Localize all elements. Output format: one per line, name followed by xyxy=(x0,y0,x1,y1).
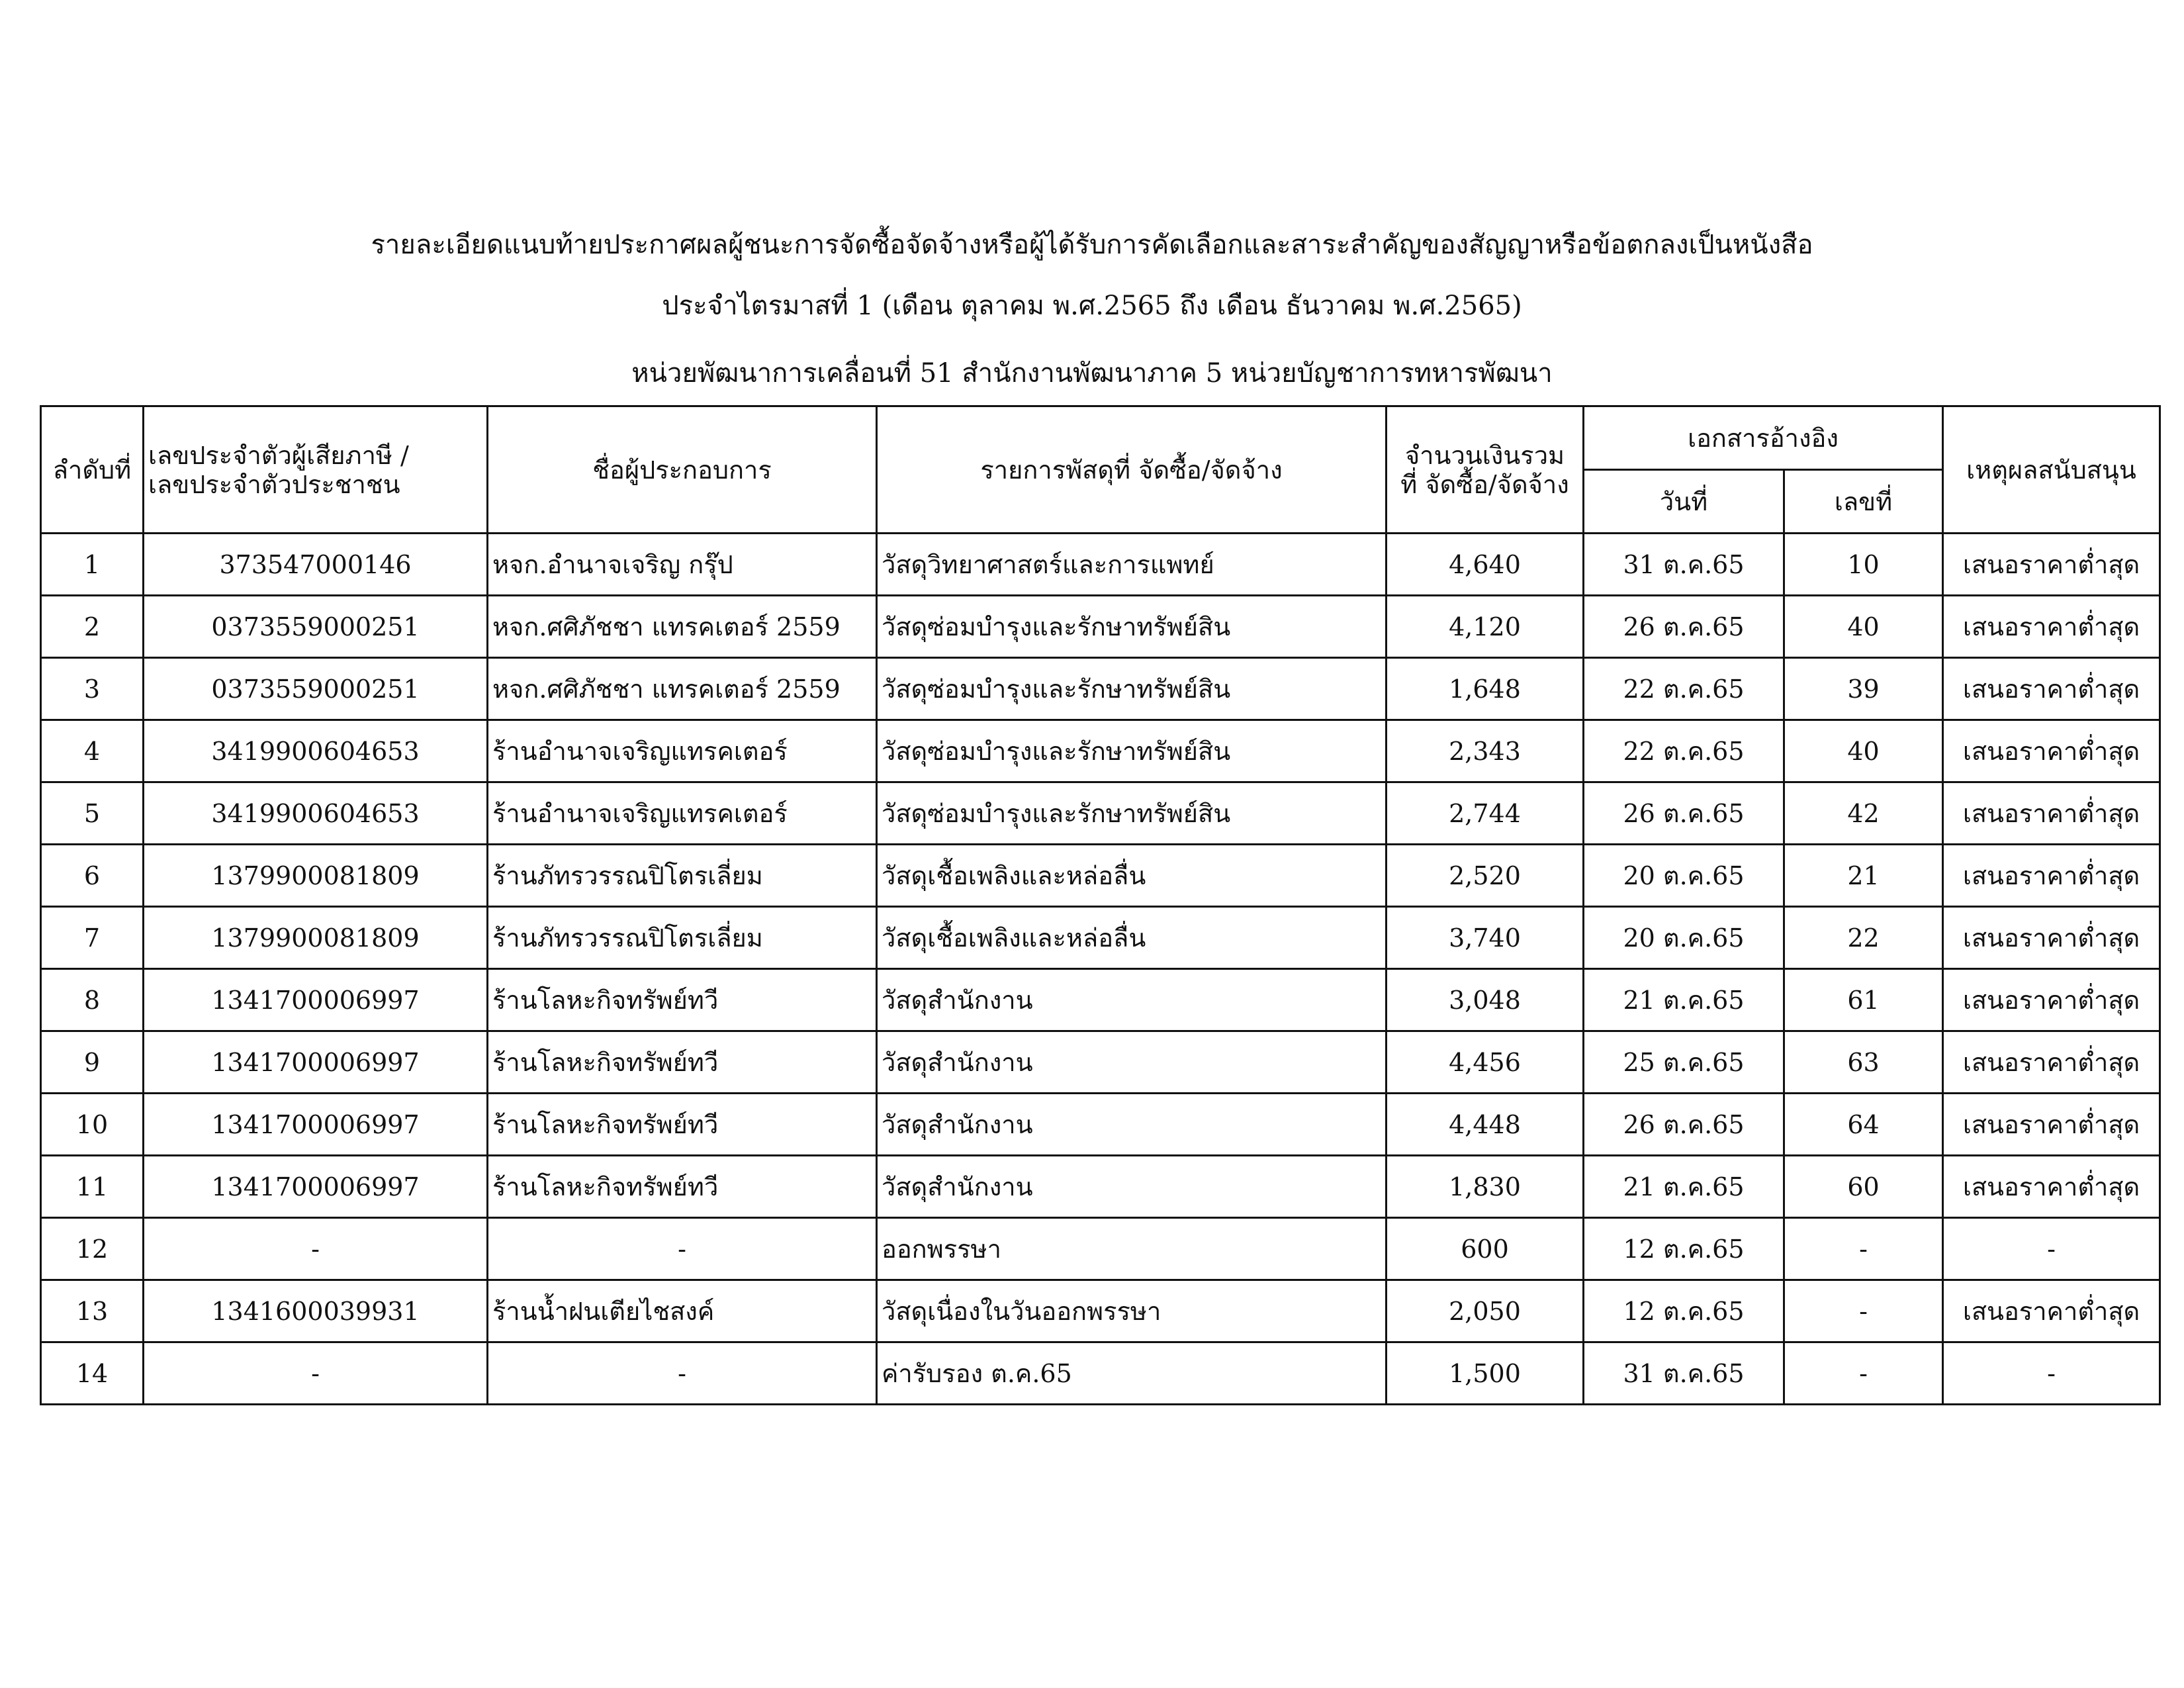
cell-ref-no: 21 xyxy=(1784,845,1943,907)
header-amount xyxy=(1387,406,1584,534)
cell-reason: เสนอราคาต่ำสุด xyxy=(1943,658,2160,720)
table-row xyxy=(41,658,2160,720)
cell-amount: 4,640 xyxy=(1387,534,1584,596)
cell-amount: 2,520 xyxy=(1387,845,1584,907)
cell-ref-no: 40 xyxy=(1784,596,1943,658)
cell-date: 31 ต.ค.65 xyxy=(1584,1342,1784,1405)
cell-taxid: 0373559000251 xyxy=(144,596,488,658)
cell-vendor: หจก.ศศิภัชชา แทรคเตอร์ 2559 xyxy=(488,596,877,658)
procurement-table xyxy=(40,405,2161,1405)
cell-taxid: - xyxy=(144,1342,488,1405)
cell-ref-no: 42 xyxy=(1784,782,1943,845)
cell-vendor: - xyxy=(488,1342,877,1405)
cell-taxid: 1379900081809 xyxy=(144,907,488,969)
table-row xyxy=(41,1218,2160,1280)
cell-date: 31 ต.ค.65 xyxy=(1584,534,1784,596)
cell-taxid: 3419900604653 xyxy=(144,720,488,782)
cell-reason: เสนอราคาต่ำสุด xyxy=(1943,1094,2160,1156)
cell-taxid: 1379900081809 xyxy=(144,845,488,907)
cell-reason: เสนอราคาต่ำสุด xyxy=(1943,845,2160,907)
cell-item: วัสดุซ่อมบำรุงและรักษาทรัพย์สิน xyxy=(877,658,1387,720)
table-row xyxy=(41,1031,2160,1094)
cell-vendor: หจก.อำนาจเจริญ กรุ๊ป xyxy=(488,534,877,596)
cell-date: 22 ต.ค.65 xyxy=(1584,720,1784,782)
cell-amount: 2,744 xyxy=(1387,782,1584,845)
cell-amount: 3,048 xyxy=(1387,969,1584,1031)
cell-date: 21 ต.ค.65 xyxy=(1584,969,1784,1031)
cell-ref-no: - xyxy=(1784,1218,1943,1280)
cell-item: วัสดุเชื้อเพลิงและหล่อลื่น xyxy=(877,845,1387,907)
cell-date: 25 ต.ค.65 xyxy=(1584,1031,1784,1094)
cell-date: 26 ต.ค.65 xyxy=(1584,782,1784,845)
cell-amount: 2,343 xyxy=(1387,720,1584,782)
cell-date: 12 ต.ค.65 xyxy=(1584,1218,1784,1280)
cell-reason: เสนอราคาต่ำสุด xyxy=(1943,534,2160,596)
cell-reason: เสนอราคาต่ำสุด xyxy=(1943,907,2160,969)
cell-taxid: - xyxy=(144,1218,488,1280)
header-reference: เอกสารอ้างอิง xyxy=(1584,406,1943,470)
cell-vendor: ร้านน้ำฝนเตียไชสงค์ xyxy=(488,1280,877,1342)
cell-item: วัสดุสำนักงาน xyxy=(877,969,1387,1031)
cell-vendor: ร้านโลหะกิจทรัพย์ทวี xyxy=(488,1031,877,1094)
table-row xyxy=(41,596,2160,658)
cell-item: วัสดุซ่อมบำรุงและรักษาทรัพย์สิน xyxy=(877,782,1387,845)
cell-seq: 11 xyxy=(41,1156,144,1218)
cell-vendor: ร้านอำนาจเจริญแทรคเตอร์ xyxy=(488,782,877,845)
cell-amount: 4,456 xyxy=(1387,1031,1584,1094)
cell-reason: เสนอราคาต่ำสุด xyxy=(1943,1280,2160,1342)
cell-ref-no: 39 xyxy=(1784,658,1943,720)
header-taxid xyxy=(144,406,488,534)
cell-taxid: 3419900604653 xyxy=(144,782,488,845)
cell-item: วัสดุสำนักงาน xyxy=(877,1031,1387,1094)
header-seq: ลำดับที่ xyxy=(41,406,144,534)
cell-date: 20 ต.ค.65 xyxy=(1584,907,1784,969)
cell-taxid: 1341600039931 xyxy=(144,1280,488,1342)
table-row xyxy=(41,1156,2160,1218)
header-amount-line1: จำนวนเงินรวม xyxy=(1404,440,1565,470)
cell-vendor: ร้านอำนาจเจริญแทรคเตอร์ xyxy=(488,720,877,782)
cell-amount: 1,500 xyxy=(1387,1342,1584,1405)
cell-ref-no: 63 xyxy=(1784,1031,1943,1094)
cell-vendor: ร้านภัทรวรรณปิโตรเลี่ยม xyxy=(488,907,877,969)
cell-reason: เสนอราคาต่ำสุด xyxy=(1943,1156,2160,1218)
cell-seq: 6 xyxy=(41,845,144,907)
cell-vendor: ร้านโลหะกิจทรัพย์ทวี xyxy=(488,969,877,1031)
table-row xyxy=(41,534,2160,596)
cell-seq: 14 xyxy=(41,1342,144,1405)
header-reason: เหตุผลสนับสนุน xyxy=(1943,406,2160,534)
cell-amount: 3,740 xyxy=(1387,907,1584,969)
header-taxid-line2: เลขประจำตัวประชาชน xyxy=(148,469,400,499)
cell-seq: 4 xyxy=(41,720,144,782)
cell-ref-no: 10 xyxy=(1784,534,1943,596)
cell-seq: 8 xyxy=(41,969,144,1031)
cell-seq: 12 xyxy=(41,1218,144,1280)
table-row xyxy=(41,782,2160,845)
cell-taxid: 1341700006997 xyxy=(144,969,488,1031)
cell-item: วัสดุเนื่องในวันออกพรรษา xyxy=(877,1280,1387,1342)
cell-ref-no: - xyxy=(1784,1280,1943,1342)
cell-reason: เสนอราคาต่ำสุด xyxy=(1943,596,2160,658)
cell-seq: 9 xyxy=(41,1031,144,1094)
cell-seq: 3 xyxy=(41,658,144,720)
cell-item: วัสดุเชื้อเพลิงและหล่อลื่น xyxy=(877,907,1387,969)
cell-ref-no: 60 xyxy=(1784,1156,1943,1218)
table-row xyxy=(41,720,2160,782)
cell-vendor: ร้านโลหะกิจทรัพย์ทวี xyxy=(488,1094,877,1156)
table-row xyxy=(41,969,2160,1031)
cell-amount: 600 xyxy=(1387,1218,1584,1280)
cell-reason: - xyxy=(1943,1218,2160,1280)
cell-reason: - xyxy=(1943,1342,2160,1405)
cell-amount: 4,448 xyxy=(1387,1094,1584,1156)
cell-item: ค่ารับรอง ต.ค.65 xyxy=(877,1342,1387,1405)
cell-taxid: 1341700006997 xyxy=(144,1094,488,1156)
cell-seq: 10 xyxy=(41,1094,144,1156)
table-row xyxy=(41,1280,2160,1342)
table-row xyxy=(41,1094,2160,1156)
cell-date: 21 ต.ค.65 xyxy=(1584,1156,1784,1218)
cell-vendor: ร้านภัทรวรรณปิโตรเลี่ยม xyxy=(488,845,877,907)
cell-seq: 2 xyxy=(41,596,144,658)
document-title: รายละเอียดแนบท้ายประกาศผลผู้ชนะการจัดซื้อจัดจ้างหรือผู้ได้รับการคัดเลือกและสาระสำคัญของสัญญาหรือข้อตกลงเป็นหนังสือ xyxy=(371,230,1813,260)
header-amount-line2: ที่ จัดซื้อ/จัดจ้าง xyxy=(1400,469,1569,499)
cell-ref-no: 64 xyxy=(1784,1094,1943,1156)
cell-reason: เสนอราคาต่ำสุด xyxy=(1943,720,2160,782)
cell-taxid: 373547000146 xyxy=(144,534,488,596)
header-ref-date: วันที่ xyxy=(1584,470,1784,534)
cell-date: 20 ต.ค.65 xyxy=(1584,845,1784,907)
header-item: รายการพัสดุที่ จัดซื้อ/จัดจ้าง xyxy=(877,406,1387,534)
cell-seq: 5 xyxy=(41,782,144,845)
table-header-row xyxy=(41,406,2160,470)
cell-item: วัสดุซ่อมบำรุงและรักษาทรัพย์สิน xyxy=(877,720,1387,782)
header-taxid-line1: เลขประจำตัวผู้เสียภาษี / xyxy=(148,440,409,470)
document-period: ประจำไตรมาสที่ 1 (เดือน ตุลาคม พ.ศ.2565 ถึง เดือน ธันวาคม พ.ศ.2565) xyxy=(662,291,1522,321)
cell-seq: 7 xyxy=(41,907,144,969)
header-vendor: ชื่อผู้ประกอบการ xyxy=(488,406,877,534)
cell-ref-no: 22 xyxy=(1784,907,1943,969)
cell-taxid: 1341700006997 xyxy=(144,1031,488,1094)
cell-vendor: - xyxy=(488,1218,877,1280)
cell-reason: เสนอราคาต่ำสุด xyxy=(1943,969,2160,1031)
cell-amount: 1,830 xyxy=(1387,1156,1584,1218)
cell-date: 12 ต.ค.65 xyxy=(1584,1280,1784,1342)
cell-amount: 4,120 xyxy=(1387,596,1584,658)
cell-reason: เสนอราคาต่ำสุด xyxy=(1943,1031,2160,1094)
cell-ref-no: 61 xyxy=(1784,969,1943,1031)
cell-taxid: 0373559000251 xyxy=(144,658,488,720)
cell-amount: 1,648 xyxy=(1387,658,1584,720)
table-row xyxy=(41,845,2160,907)
header-ref-no: เลขที่ xyxy=(1784,470,1943,534)
document-unit: หน่วยพัฒนาการเคลื่อนที่ 51 สำนักงานพัฒนาภาค 5 หน่วยบัญชาการทหารพัฒนา xyxy=(631,358,1553,389)
table-row xyxy=(41,1342,2160,1405)
cell-item: วัสดุสำนักงาน xyxy=(877,1094,1387,1156)
cell-ref-no: - xyxy=(1784,1342,1943,1405)
cell-item: วัสดุซ่อมบำรุงและรักษาทรัพย์สิน xyxy=(877,596,1387,658)
cell-taxid: 1341700006997 xyxy=(144,1156,488,1218)
cell-seq: 1 xyxy=(41,534,144,596)
cell-vendor: หจก.ศศิภัชชา แทรคเตอร์ 2559 xyxy=(488,658,877,720)
cell-item: วัสดุสำนักงาน xyxy=(877,1156,1387,1218)
cell-date: 26 ต.ค.65 xyxy=(1584,596,1784,658)
cell-reason: เสนอราคาต่ำสุด xyxy=(1943,782,2160,845)
cell-item: วัสดุวิทยาศาสตร์และการแพทย์ xyxy=(877,534,1387,596)
cell-vendor: ร้านโลหะกิจทรัพย์ทวี xyxy=(488,1156,877,1218)
cell-amount: 2,050 xyxy=(1387,1280,1584,1342)
cell-item: ออกพรรษา xyxy=(877,1218,1387,1280)
cell-ref-no: 40 xyxy=(1784,720,1943,782)
table-row xyxy=(41,907,2160,969)
cell-seq: 13 xyxy=(41,1280,144,1342)
cell-date: 22 ต.ค.65 xyxy=(1584,658,1784,720)
cell-date: 26 ต.ค.65 xyxy=(1584,1094,1784,1156)
